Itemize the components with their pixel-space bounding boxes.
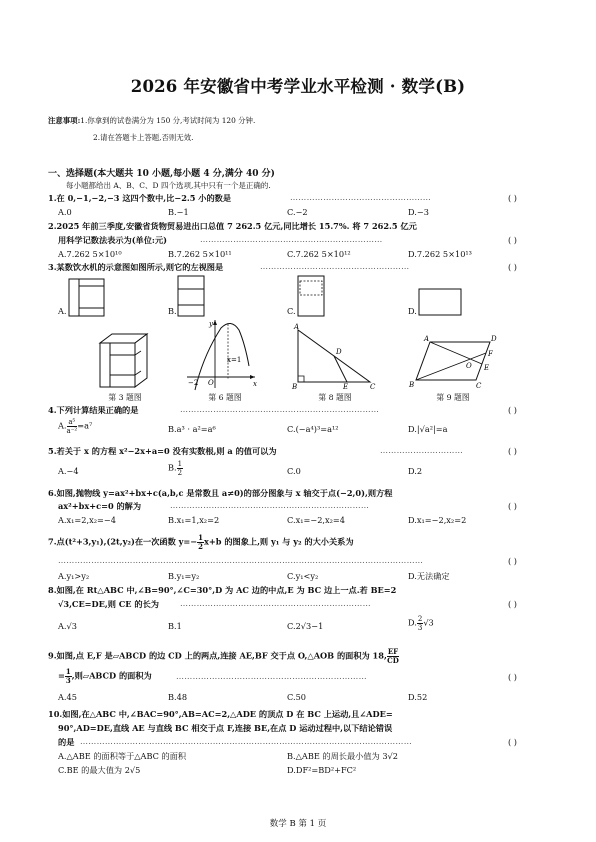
q6-answer-paren: ( ) (508, 501, 517, 511)
fig6-minus-two-label: −2 (188, 379, 199, 387)
q6-option-d: D.x₁=−2,x₂=2 (408, 515, 467, 525)
q8-option-a: A.√3 (58, 621, 77, 631)
q5-b-prefix: B. (168, 462, 177, 473)
q2-option-a: A.7.262 5×10¹⁰ (58, 249, 122, 259)
q7-stem-prefix: 7.点(t²+3,y₁),(2t,y₂)在一次函数 y=− (48, 536, 198, 547)
q9-option-c: C.50 (287, 692, 306, 702)
q9-option-a: A.45 (58, 692, 77, 702)
q3-dispenser-figure (95, 331, 155, 391)
q3-option-c-figure (297, 275, 327, 319)
q3-option-a: A. (58, 306, 67, 316)
q2-option-c: C.7.262 5×10¹² (287, 249, 351, 259)
q6-option-b: B.x₁=1,x₂=2 (168, 515, 220, 525)
q4-dots: ……………………………………………………………… (180, 405, 380, 414)
q5-option-a: A.−4 (58, 466, 79, 476)
q9-option-d: D.52 (408, 692, 428, 702)
fig6-origin-label: O (208, 379, 214, 387)
q10-option-c: C.BE 的最大值为 2√5 (58, 765, 141, 775)
q4-option-b: B.a³ · a²=a⁶ (168, 424, 216, 434)
q8-triangle-figure (290, 322, 380, 390)
q5-answer-paren: ( ) (508, 446, 517, 456)
q7-option-c: C.y₁<y₂ (287, 571, 319, 581)
q9-stem2-prefix: = (58, 670, 65, 681)
fig9-label-c: C (476, 382, 482, 390)
fig8-label-e: E (343, 383, 349, 390)
notes-line-2: 2.请在答题卡上答题,否则无效. (93, 133, 194, 142)
q1-option-b: B.−1 (168, 207, 189, 217)
q10-answer-paren: ( ) (508, 737, 517, 747)
fig8-caption: 第 8 题图 (318, 393, 352, 402)
q7-answer-paren: ( ) (508, 556, 517, 566)
q3-option-a-figure (68, 278, 112, 318)
q4-stem: 4.下列计算结果正确的是 (48, 405, 139, 415)
q1-dots: …………………………………………… (290, 193, 432, 202)
q2-option-d: D.7.262 5×10¹³ (408, 249, 472, 259)
q3-option-d: D. (408, 306, 417, 316)
q8-option-c: C.2√3−1 (287, 621, 324, 631)
q6-stem-2: ax²+bx+c=0 的解为 (58, 501, 142, 511)
q5-dots: ………………………… (380, 446, 463, 455)
q5-b-numerator: 1 (177, 460, 183, 468)
q3-option-d-figure (418, 288, 464, 318)
notes-text-1: 1.你拿到的试卷满分为 150 分,考试时间为 120 分钟. (80, 116, 256, 125)
fig8-label-c: C (370, 383, 376, 390)
q6-parabola-figure (183, 316, 263, 391)
page-footer: 数学 B 第 1 页 (269, 819, 327, 829)
q9-answer-paren: ( ) (508, 672, 517, 682)
q9-option-b: B.48 (168, 692, 188, 702)
q7-dots: …………………………………………………………………………………………………………………… (58, 556, 424, 565)
q7-denominator: 2 (198, 542, 204, 551)
fig9-label-o: O (466, 362, 472, 370)
q4-option-a: A. $\frac{\text{a⁵}}{\text{a⁻²}}$ =a⁷ (58, 418, 93, 435)
q8-d-prefix: D. (408, 617, 417, 628)
q5-option-d: D.2 (408, 466, 423, 476)
q7-option-b: B.y₁=y₂ (168, 571, 200, 581)
q4-a-numerator: a⁵ (68, 418, 76, 426)
q5-stem: 5.若关于 x 的方程 x²−2x+a=0 没有实数根,则 a 的值可以为 (48, 446, 277, 456)
fig9-label-a: A (424, 335, 430, 343)
fig8-label-b: B (292, 383, 298, 390)
q4-option-d: D.|√a²|=a (408, 424, 448, 434)
q4-option-c: C.(−a⁴)³=a¹² (287, 424, 339, 434)
q9-denominator: CD (387, 656, 399, 665)
q2-dots: ………………………………………………………… (200, 235, 383, 244)
q6-option-a: A.x₁=2,x₂=−4 (58, 515, 116, 525)
notes-label: 注意事项: (48, 116, 81, 125)
q10-stem-2: 90°,AD=DE,直线 AE 与直线 BC 相交于点 F,连接 BE,在点 D 运动过程中,以下结论错误 (58, 723, 393, 733)
q8-option-b: B.1 (168, 621, 182, 631)
q7-numerator: 1 (198, 533, 204, 542)
q10-option-d: D.DF²=BD²+FC² (287, 765, 357, 775)
fig9-label-d: D (491, 335, 497, 343)
q1-answer-paren: ( ) (508, 193, 517, 203)
q1-option-d: D.−3 (408, 207, 429, 217)
q8-d-suffix: √3 (423, 617, 434, 628)
fig6-y-label: y (209, 320, 213, 328)
q5-b-denominator: 2 (177, 469, 183, 477)
q9-stem2-numerator: 1 (65, 667, 71, 676)
q5-option-c: C.0 (287, 466, 301, 476)
fig6-caption: 第 6 题图 (208, 393, 242, 402)
q9-dots: …………………………………………………………… (176, 672, 367, 681)
q7-option-a: A.y₁>y₂ (58, 571, 90, 581)
q2-stem-1: 2.2025 年前三季度,安徽省货物贸易进出口总值 7 262.5 亿元,同比增长 15.7%. 将 7 262.5 亿元 (48, 221, 417, 231)
q3-dots: ……………………………………………… (260, 262, 410, 271)
fig3-caption: 第 3 题图 (108, 393, 142, 402)
q7-option-d: D.无法确定 (408, 571, 450, 581)
section-heading: 一、选择题(本大题共 10 小题,每小题 4 分,满分 40 分) (48, 169, 275, 179)
q8-answer-paren: ( ) (508, 599, 517, 609)
notes-line-1 (48, 115, 255, 126)
q3-option-c: C. (287, 306, 296, 316)
q10-dots: ………………………………………………………………………………………………………… (80, 737, 412, 746)
q6-option-c: C.x₁=−2,x₂=4 (287, 515, 345, 525)
q10-option-b: B.△ABE 的周长最小值为 3√2 (287, 751, 398, 761)
q9-stem2-denominator: 3 (65, 676, 71, 685)
q8-d-denominator: 3 (417, 624, 423, 632)
fig6-axis-label: x=1 (227, 356, 242, 364)
q7-stem-suffix: x+b 的图象上,则 y₁ 与 y₂ 的大小关系为 (204, 536, 354, 547)
q8-option-d (408, 615, 434, 632)
q9-numerator: EF (387, 647, 399, 656)
fig8-label-d: D (336, 348, 342, 356)
q3-answer-paren: ( ) (508, 262, 517, 272)
q2-option-b: B.7.262 5×10¹¹ (168, 249, 232, 259)
q10-option-a: A.△ABE 的面积等于△ABC 的面积 (58, 751, 187, 761)
q6-stem-1: 6.如图,抛物线 y=ax²+bx+c(a,b,c 是常数且 a≠0)的部分图象与 x 轴交于点(−2,0),则方程 (48, 488, 393, 498)
page-title: 2026 年安徽省中考学业水平检测 · 数学(B) (130, 77, 466, 96)
fig8-label-a: A (294, 323, 300, 331)
fig9-label-f: F (488, 350, 493, 358)
q9-stem-1 (48, 648, 399, 665)
fig9-label-b: B (409, 381, 415, 389)
q10-stem-3: 的是 (58, 737, 75, 747)
q8-stem-2: √3,CE=DE,则 CE 的长为 (58, 599, 159, 609)
q2-stem-2: 用科学记数法表示为(单位:元) (58, 235, 168, 245)
q1-option-c: C.−2 (287, 207, 308, 217)
q9-parallelogram-figure (408, 334, 498, 390)
q4-a-denominator: a⁻² (66, 427, 78, 435)
q3-option-b-figure (177, 275, 207, 319)
q6-dots: ……………………………………………………………… (170, 501, 370, 510)
q4-a-rest: =a⁷ (77, 420, 93, 431)
q4-answer-paren: ( ) (508, 405, 517, 415)
q1-stem: 1.在 0,−1,−2,−3 这四个数中,比−2.5 小的数是 (48, 193, 232, 203)
q7-stem (48, 534, 354, 551)
fig9-caption: 第 9 题图 (436, 393, 470, 402)
q3-option-b: B. (168, 306, 177, 316)
q8-stem-1: 8.如图,在 Rt△ABC 中,∠B=90°,∠C=30°,D 为 AC 边的中点,E 为 BC 边上一点.若 BE=2 (48, 585, 397, 595)
q8-d-numerator: 2 (417, 615, 423, 623)
q9-stem2-suffix: ,则▱ABCD 的面积为 (71, 670, 152, 681)
section-instruction: 每小题都给出 A、B、C、D 四个选项,其中只有一个是正确的. (66, 181, 271, 190)
q5-option-b (168, 460, 183, 477)
fig9-label-e: E (484, 364, 490, 372)
q1-option-a: A.0 (58, 207, 72, 217)
q10-stem-1: 10.如图,在△ABC 中,∠BAC=90°,AB=AC=2,△ADE 的顶点 D 在 BC 上运动,且∠ADE= (48, 709, 393, 719)
q2-answer-paren: ( ) (508, 235, 517, 245)
q8-dots: …………………………………………………………… (180, 599, 371, 608)
q9-stem-2 (58, 668, 152, 685)
q9-stem-prefix: 9.如图,点 E,F 是▱ABCD 的边 CD 上的两点,连接 AE,BF 交于点 O,△AOB 的面积为 18, (48, 650, 387, 661)
fig6-x-label: x (253, 380, 257, 388)
q3-stem: 3.某数饮水机的示意图如图所示,则它的左视图是 (48, 262, 224, 272)
